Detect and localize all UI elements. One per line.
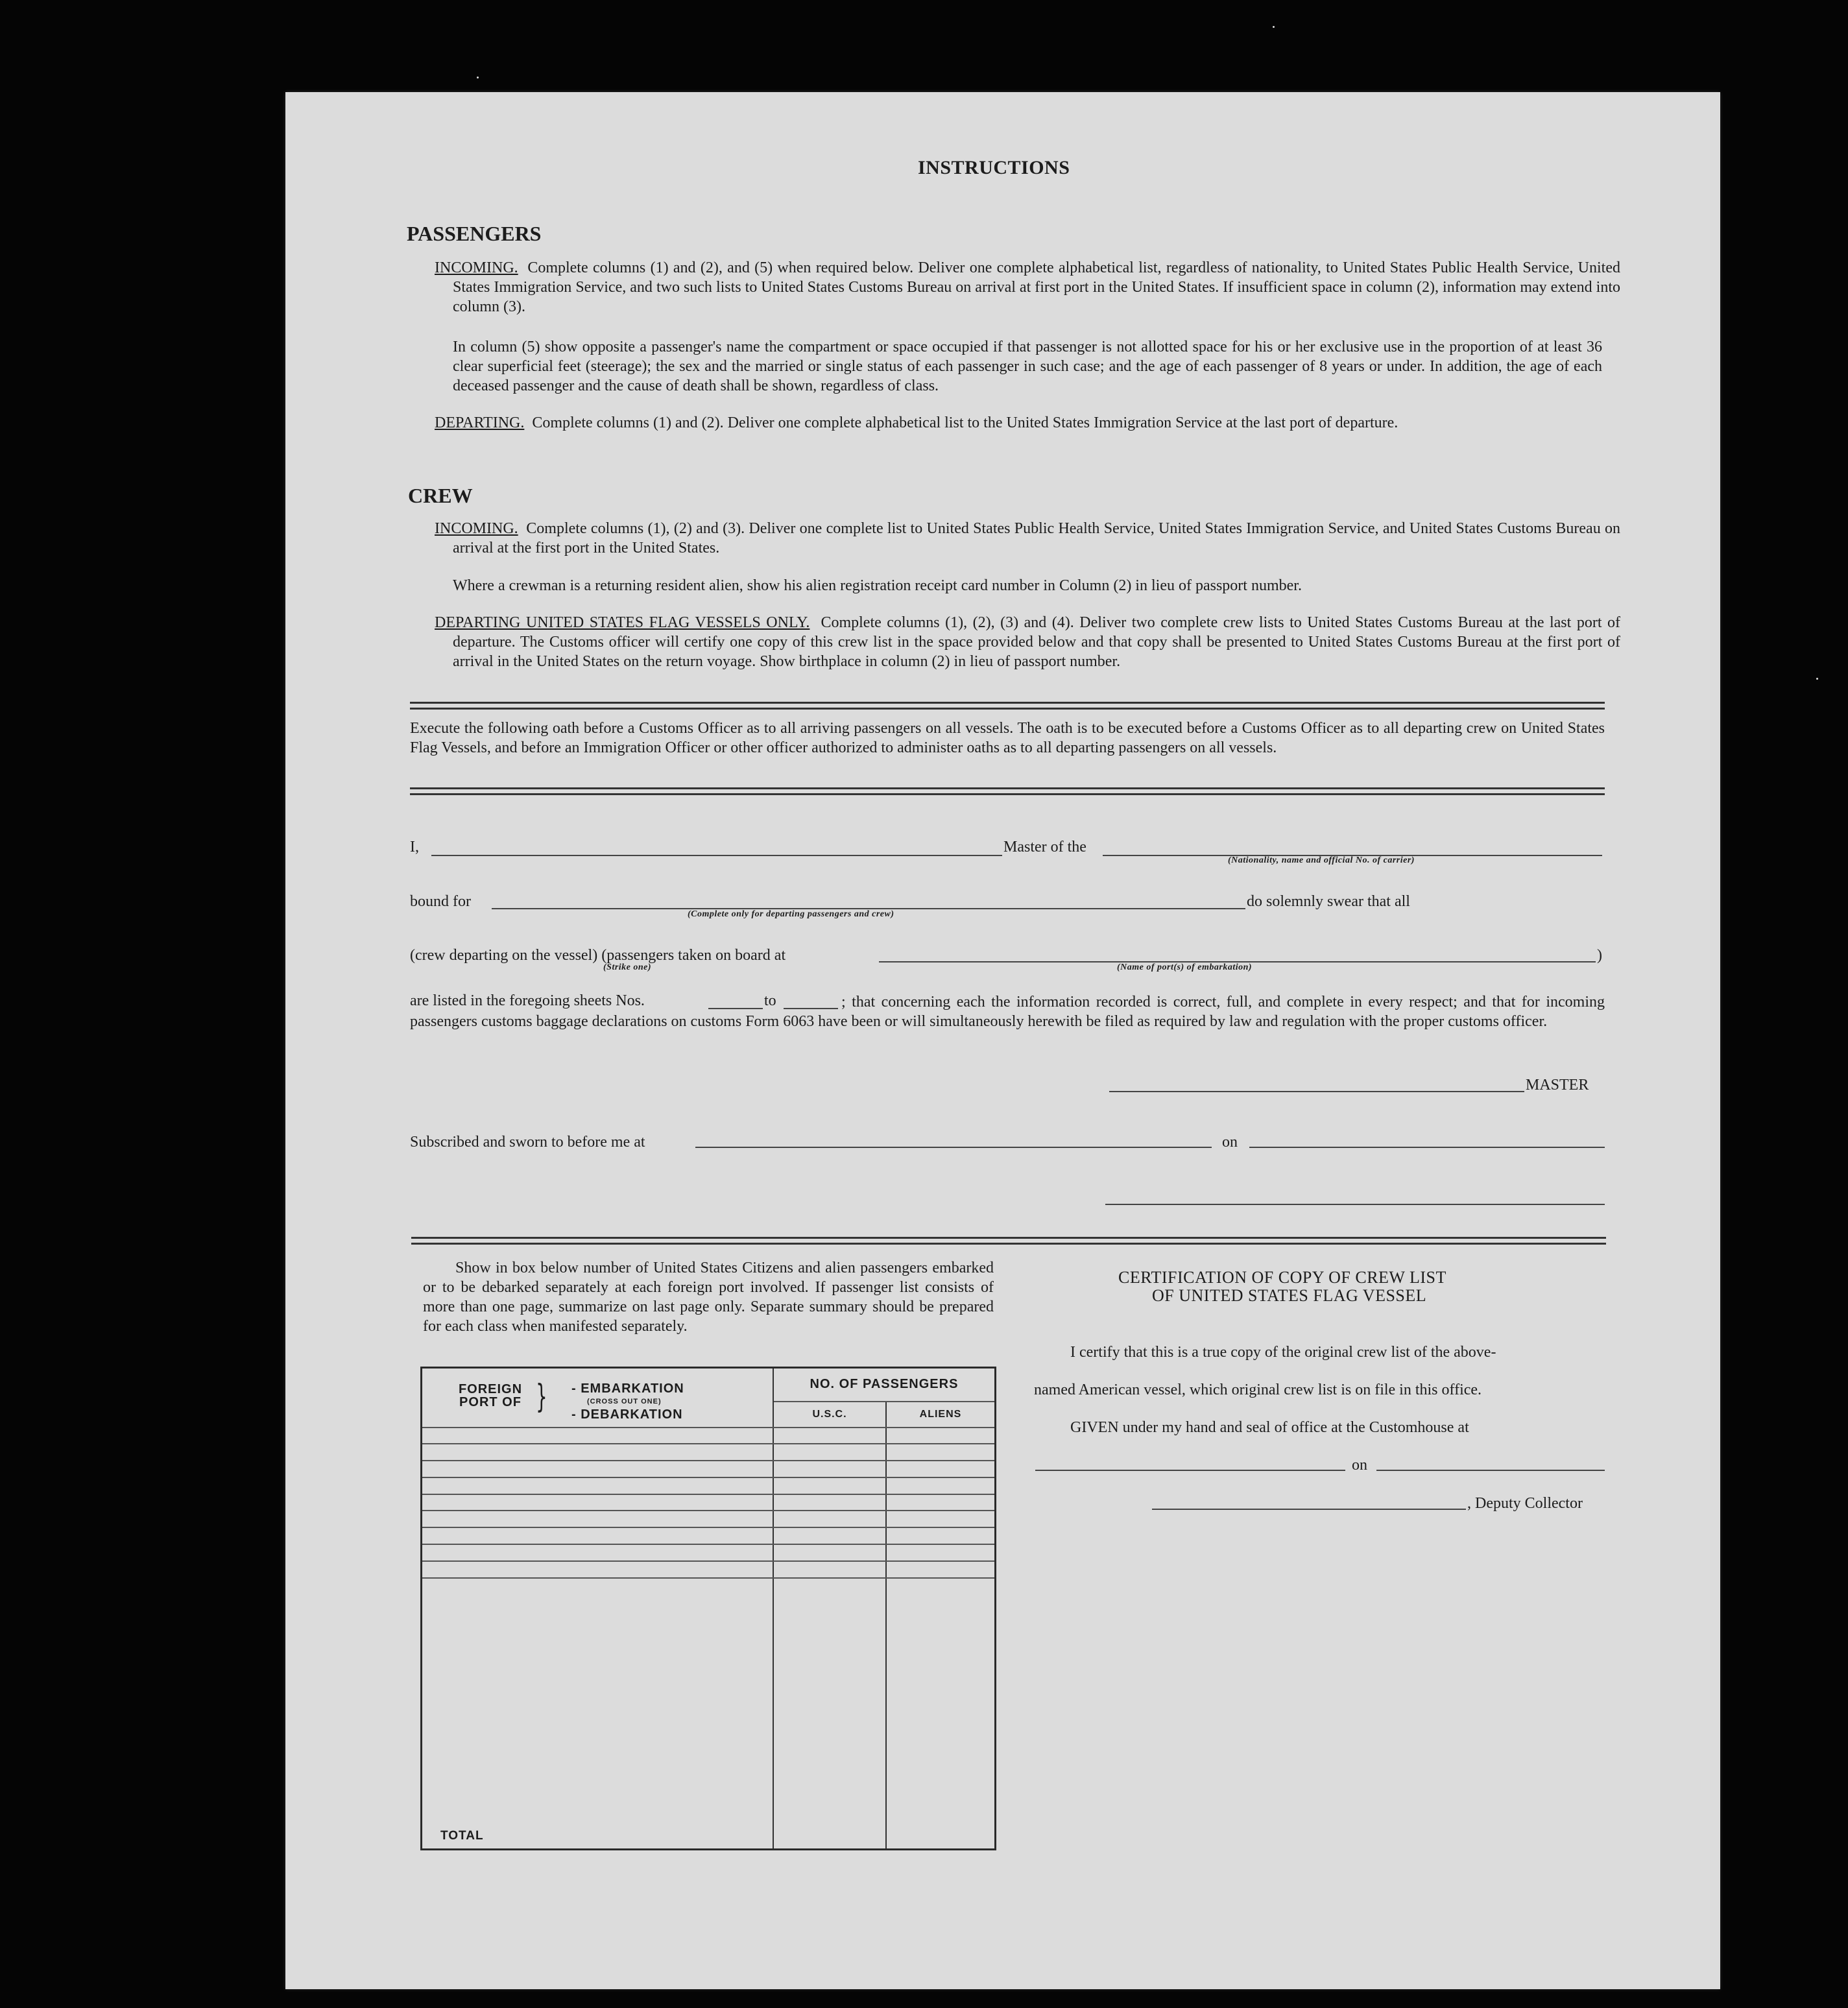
subscribed-label: Subscribed and sworn to before me at bbox=[410, 1134, 645, 1151]
embarkation-port-hint: (Name of port(s) of embarkation) bbox=[1117, 962, 1253, 972]
port-cell[interactable] bbox=[422, 1428, 774, 1444]
usc-cell[interactable] bbox=[773, 1461, 886, 1477]
oath-instructions: Execute the following oath before a Customs Officer as to all arriving passengers on all vessels. The oath is to be executed before a Customs Officer as to all departing crew on United States Flag Vessels, and before an Immigration Officer or other officer authorized to administer oaths as to all departing passengers on all vessels. bbox=[410, 720, 1605, 756]
usc-cell[interactable] bbox=[773, 1544, 886, 1561]
subscribed-date-field[interactable] bbox=[1249, 1147, 1605, 1148]
aliens-cell[interactable] bbox=[886, 1527, 996, 1544]
crew-departing-label: DEPARTING UNITED STATES FLAG VESSELS ONLY. bbox=[435, 614, 810, 631]
total-label: TOTAL bbox=[422, 1578, 774, 1850]
certification-heading-1: CERTIFICATION OF COPY OF CREW LIST bbox=[1118, 1268, 1446, 1287]
table-row bbox=[422, 1544, 996, 1561]
crew-resident-paragraph: Where a crewman is a returning resident alien, show his alien registration receipt card number in Column (2) in lieu of passport number. bbox=[453, 577, 1302, 594]
passengers-incoming-paragraph bbox=[435, 258, 1620, 317]
table-row bbox=[422, 1477, 996, 1494]
crew-incoming-text: Complete columns (1), (2) and (3). Deliver one complete list to United States Public Health Service, United States Immigration Service, and United States Customs Bureau on arrival at the first port in the United States. bbox=[453, 520, 1621, 556]
port-cell[interactable] bbox=[422, 1561, 774, 1578]
master-signature-label: MASTER bbox=[1526, 1077, 1589, 1094]
port-cell[interactable] bbox=[422, 1544, 774, 1561]
listed-sheets-label: are listed in the foregoing sheets Nos. bbox=[410, 992, 645, 1009]
table-row bbox=[422, 1527, 996, 1544]
carrier-hint: (Nationality, name and official No. of carrier) bbox=[1228, 855, 1415, 865]
strike-one-hint: (Strike one) bbox=[603, 962, 652, 972]
aliens-cell[interactable] bbox=[886, 1444, 996, 1461]
passengers-heading: PASSENGERS bbox=[407, 222, 542, 245]
aliens-cell[interactable] bbox=[886, 1428, 996, 1444]
deputy-collector-signature-field[interactable] bbox=[1152, 1509, 1466, 1510]
crew-incoming-label: INCOMING. bbox=[435, 520, 518, 537]
subscribed-place-field[interactable] bbox=[695, 1147, 1212, 1148]
page-title: INSTRUCTIONS bbox=[918, 157, 1070, 178]
crew-departing-paragraph bbox=[435, 613, 1620, 671]
crew-heading: CREW bbox=[408, 484, 473, 507]
subscribed-on-label: on bbox=[1222, 1134, 1238, 1151]
section-divider bbox=[411, 1237, 1606, 1245]
listed-to-label: to bbox=[764, 992, 776, 1009]
embarkation-label: - EMBARKATION bbox=[571, 1381, 684, 1396]
usc-cell[interactable] bbox=[773, 1527, 886, 1544]
section-divider bbox=[410, 787, 1605, 795]
certification-date-field[interactable] bbox=[1376, 1470, 1605, 1471]
customhouse-place-field[interactable] bbox=[1035, 1470, 1345, 1471]
oath-i-label: I, bbox=[410, 839, 419, 855]
foreign-port-label: FOREIGN PORT OF bbox=[458, 1382, 523, 1409]
table-row bbox=[422, 1461, 996, 1477]
bound-for-label: bound for bbox=[410, 893, 471, 910]
aliens-cell[interactable] bbox=[886, 1511, 996, 1527]
certification-line-1: I certify that this is a true copy of the original crew list of the above- bbox=[1070, 1344, 1496, 1361]
passenger-summary-table bbox=[420, 1367, 996, 1850]
port-cell[interactable] bbox=[422, 1494, 774, 1511]
crew-incoming-paragraph bbox=[435, 519, 1620, 558]
table-row bbox=[422, 1511, 996, 1527]
usc-header: U.S.C. bbox=[773, 1402, 886, 1428]
usc-cell[interactable] bbox=[773, 1561, 886, 1578]
cross-out-one-label: (CROSS OUT ONE) bbox=[587, 1398, 662, 1405]
usc-cell[interactable] bbox=[773, 1428, 886, 1444]
passengers-incoming-label: INCOMING. bbox=[435, 259, 518, 276]
passengers-departing-label: DEPARTING. bbox=[435, 414, 525, 431]
swear-label: do solemnly swear that all bbox=[1247, 893, 1410, 910]
certification-line-3: GIVEN under my hand and seal of office at the Customhouse at bbox=[1070, 1419, 1469, 1436]
master-of-the-label: Master of the bbox=[1003, 839, 1086, 855]
table-row bbox=[422, 1561, 996, 1578]
port-cell[interactable] bbox=[422, 1444, 774, 1461]
no-of-passengers-header: NO. OF PASSENGERS bbox=[773, 1368, 996, 1402]
officer-signature-field[interactable] bbox=[1105, 1204, 1605, 1205]
passengers-column5-paragraph: In column (5) show opposite a passenger's name the compartment or space occupied if that passenger is not allotted space for his or her exclusive use in the proportion of at least 36 clear superficial feet (steerage); the sex and the married or single status of each passenger in such case; and the age of each passenger of 8 years or under. In addition, the age of each deceased passenger and the cause of death shall be shown, regardless of class. bbox=[453, 339, 1602, 394]
port-cell[interactable] bbox=[422, 1477, 774, 1494]
deputy-collector-label: , Deputy Collector bbox=[1467, 1495, 1583, 1512]
aliens-total-cell[interactable] bbox=[886, 1578, 996, 1850]
summary-note: Show in box below number of United States Citizens and alien passengers embarked or to be debarked separately at each foreign port involved. If passenger list consists of more than one page, summarize on last page only. Separate summary should be prepared for each class when manifested separately. bbox=[423, 1260, 994, 1335]
aliens-cell[interactable] bbox=[886, 1461, 996, 1477]
usc-cell[interactable] bbox=[773, 1444, 886, 1461]
table-row bbox=[422, 1428, 996, 1444]
certification-heading-2: OF UNITED STATES FLAG VESSEL bbox=[1152, 1286, 1427, 1305]
usc-total-cell[interactable] bbox=[773, 1578, 886, 1850]
scan-speck bbox=[1816, 678, 1818, 680]
scan-speck bbox=[1273, 26, 1275, 28]
certification-on-label: on bbox=[1352, 1457, 1367, 1474]
certification-line-2: named American vessel, which original crew list is on file in this office. bbox=[1034, 1381, 1482, 1398]
usc-cell[interactable] bbox=[773, 1511, 886, 1527]
port-cell[interactable] bbox=[422, 1461, 774, 1477]
total-row bbox=[422, 1578, 996, 1850]
port-cell[interactable] bbox=[422, 1527, 774, 1544]
brace-icon: } bbox=[536, 1378, 547, 1415]
master-signature-field[interactable] bbox=[1109, 1091, 1524, 1092]
aliens-cell[interactable] bbox=[886, 1544, 996, 1561]
table-row bbox=[422, 1444, 996, 1461]
port-cell[interactable] bbox=[422, 1511, 774, 1527]
foreign-port-header bbox=[422, 1368, 774, 1428]
section-divider bbox=[410, 702, 1605, 710]
usc-cell[interactable] bbox=[773, 1477, 886, 1494]
passengers-departing-text: Complete columns (1) and (2). Deliver one complete alphabetical list to the United States Immigration Service at the last port of departure. bbox=[532, 414, 1398, 431]
close-paren: ) bbox=[1597, 947, 1602, 964]
aliens-cell[interactable] bbox=[886, 1477, 996, 1494]
bound-for-hint: (Complete only for departing passengers and crew) bbox=[688, 909, 894, 919]
aliens-cell[interactable] bbox=[886, 1494, 996, 1511]
aliens-cell[interactable] bbox=[886, 1561, 996, 1578]
passengers-incoming-text: Complete columns (1) and (2), and (5) when required below. Deliver one complete alphabetical list, regardless of nationality, to United States Public Health Service, United States Immigration Service, and two such lists to United States Customs Bureau on arrival at first port in the United States. If insufficient space in column (2), information may extend into column (3). bbox=[453, 259, 1620, 315]
crew-passengers-label: (crew departing on the vessel) (passengers taken on board at bbox=[410, 947, 786, 964]
table-row bbox=[422, 1494, 996, 1511]
crew-departing-text: Complete columns (1), (2), (3) and (4). Deliver two complete crew lists to United States Customs Bureau at the last port of departure. The Customs officer will certify one copy of this crew list in the space provided below and that copy shall be presented to United States Customs Bureau at the first port of arrival in the United States on the return voyage. Show birthplace in column (2) in lieu of passport number. bbox=[453, 614, 1620, 670]
usc-cell[interactable] bbox=[773, 1494, 886, 1511]
listed-statement: ; that concerning each the information recorded is correct, full, and complete in every respect; and that for incoming passengers customs baggage declarations on customs Form 6063 have been or will simultaneously herewith be filed as required by law and regulation with the proper customs officer. bbox=[410, 994, 1605, 1030]
passengers-departing-paragraph bbox=[435, 413, 1620, 433]
master-name-field[interactable] bbox=[431, 855, 1002, 856]
aliens-header: ALIENS bbox=[886, 1402, 996, 1428]
scan-speck bbox=[477, 77, 479, 78]
debarkation-label: - DEBARKATION bbox=[571, 1407, 683, 1422]
